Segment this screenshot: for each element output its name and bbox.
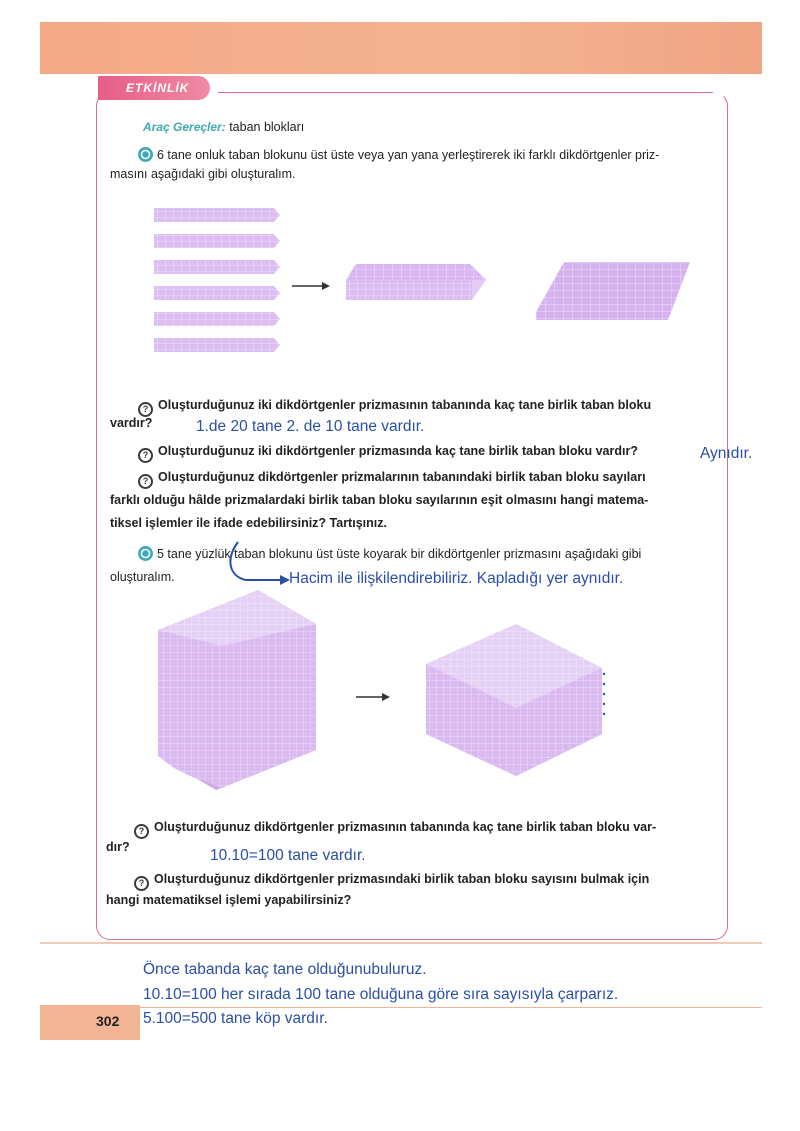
page-number: 302: [96, 1013, 120, 1029]
intro-2-line-2: oluşturalım.: [110, 570, 175, 584]
question-icon: ?: [138, 402, 153, 417]
question-2-text: Oluşturduğunuz iki dikdörtgenler prizmasında kaç tane birlik taban bloku vardır?: [158, 444, 638, 458]
header-band: [40, 22, 762, 74]
question-3-line-2: farklı olduğu hâlde prizmalardaki birlik taban bloku sayılarının eşit olmasını hangi matema-: [110, 493, 649, 507]
footer-line: [140, 1007, 762, 1008]
intro-2-line-1: 5 tane yüzlük taban blokunu üst üste koyarak bir dikdörtgenler prizmasını aşağıdaki gibi: [157, 547, 642, 561]
answer-2: Aynıdır.: [700, 445, 753, 462]
arrow-icon: [356, 693, 390, 701]
question-1-line-2: vardır?: [110, 416, 153, 430]
intro-line-2: masını aşağıdaki gibi oluşturalım.: [110, 167, 296, 181]
answer-5-line-3: 5.100=500 tane köp vardır.: [143, 1010, 328, 1027]
target-bullet-icon: [138, 546, 153, 561]
intro-line-1: 6 tane onluk taban blokunu üst üste veya yan yana yerleştirerek iki farklı dikdörtgenler priz-: [157, 148, 660, 162]
tools-label: Araç Gereçler:: [143, 120, 226, 134]
prism-flat: [536, 262, 690, 320]
question-5: [134, 869, 724, 891]
tools-line: [143, 117, 304, 137]
frame-top-border: [218, 92, 713, 93]
arrow-icon: [292, 282, 330, 290]
dotted-mark: [603, 673, 605, 715]
question-icon: ?: [134, 824, 149, 839]
answer-3: Hacim ile ilişkilendirebiliriz. Kapladığı yer aynıdır.: [289, 570, 624, 587]
target-bullet-icon: [138, 147, 153, 162]
cube-prism: [426, 624, 602, 776]
question-1-line-1: Oluşturduğunuz iki dikdörtgenler prizmasının tabanında kaç tane birlik taban bloku: [158, 398, 652, 412]
question-icon: ?: [138, 474, 153, 489]
footer-rule: [40, 942, 762, 944]
question-5-line-2: hangi matematiksel işlemi yapabilirsiniz?: [106, 893, 352, 907]
prism-two-rows: [346, 264, 486, 300]
activity-tag: ETKİNLİK: [98, 76, 210, 100]
question-icon: ?: [138, 448, 153, 463]
figure-ten-rods: [150, 200, 710, 370]
answer-4: 10.10=100 tane vardır.: [210, 847, 366, 864]
question-3-line-3: tiksel işlemler ile ifade edebilirsiniz? Tartışınız.: [110, 516, 387, 530]
flat-stack: [158, 590, 316, 790]
intro-paragraph: [138, 145, 728, 165]
figure-hundred-flats: [150, 590, 630, 800]
question-3-line-1: Oluşturduğunuz dikdörtgenler prizmalarının tabanındaki birlik taban bloku sayıları: [158, 470, 646, 484]
question-4-line-1: Oluşturduğunuz dikdörtgenler prizmasının tabanında kaç tane birlik taban bloku var-: [154, 820, 657, 834]
question-2: [138, 441, 638, 463]
answer-5-line-2: 10.10=100 her sırada 100 tane olduğuna göre sıra sayısıyla çarparız.: [143, 986, 619, 1003]
tools-value: taban blokları: [229, 120, 305, 134]
question-5-line-1: Oluşturduğunuz dikdörtgenler prizmasındaki birlik taban bloku sayısını bulmak için: [154, 872, 650, 886]
answer-5-line-1: Önce tabanda kaç tane olduğunubuluruz.: [143, 961, 427, 978]
page-number-box: [40, 1005, 140, 1040]
question-4-line-2: dır?: [106, 840, 130, 854]
question-icon: ?: [134, 876, 149, 891]
question-3: [138, 467, 728, 489]
question-1: [138, 395, 728, 417]
rod-stack: [154, 208, 280, 352]
answer-1: 1.de 20 tane 2. de 10 tane vardır.: [196, 418, 425, 435]
question-4: [134, 817, 724, 839]
